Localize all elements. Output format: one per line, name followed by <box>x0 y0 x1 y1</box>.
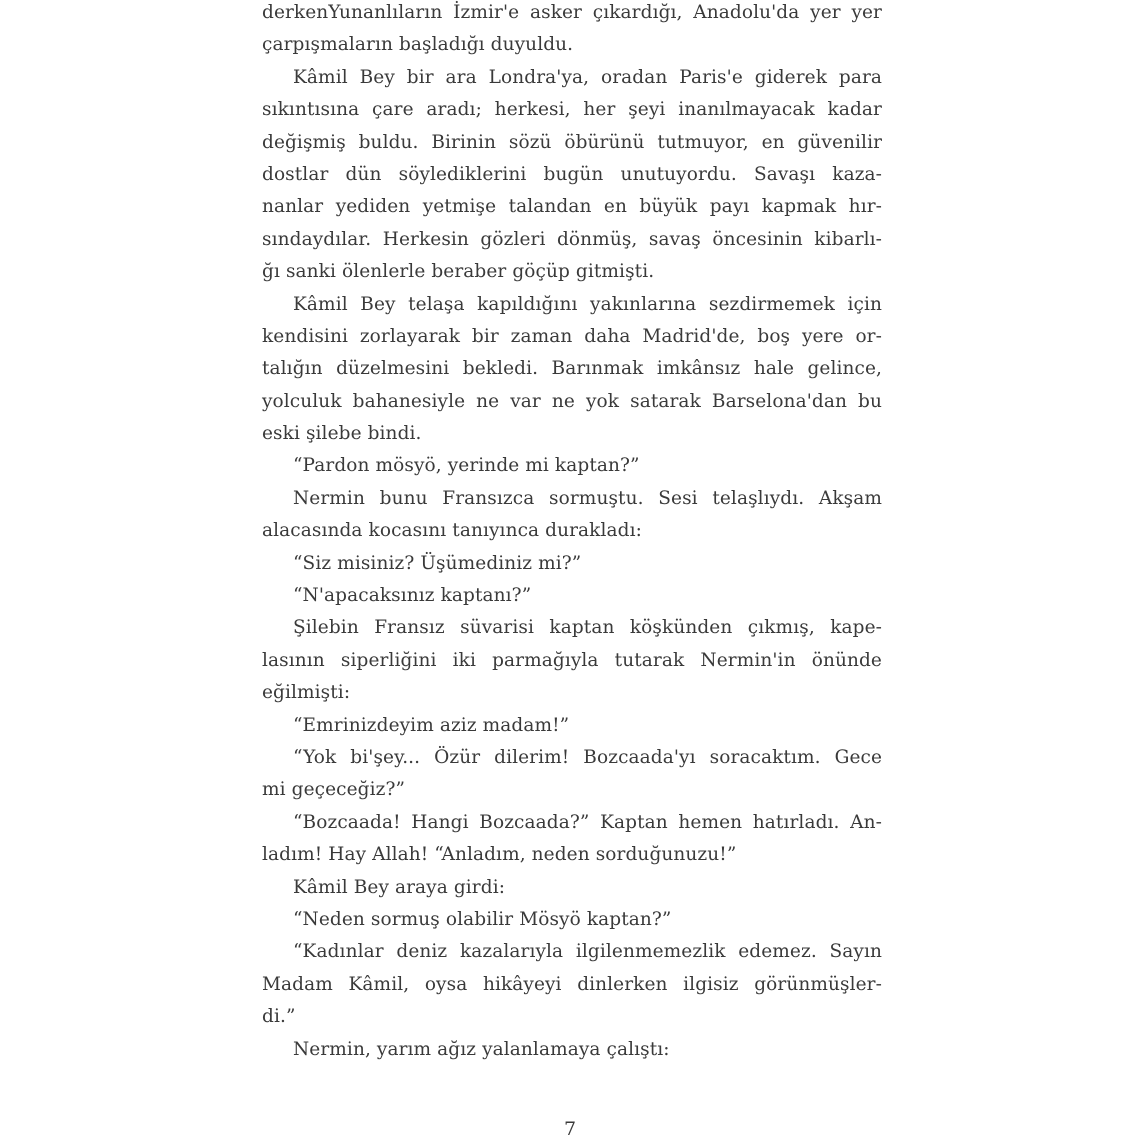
text-line: “N'apacaksınız kaptanı?” <box>293 585 532 607</box>
text-line: eski şilebe bindi. <box>262 423 422 445</box>
text-line: ladım! Hay Allah! “Anladım, neden sorduğunuzu!” <box>262 844 737 866</box>
text-line: talığın düzelmesini bekledi. Barınmak imkânsız hale gelince, <box>262 358 883 380</box>
text-line: Nermin bunu Fransızca sormuştu. Sesi telaşlıydı. Akşam <box>293 487 883 509</box>
text-line: mi geçeceğiz?” <box>262 779 406 801</box>
text-line: “Siz misiniz? Üşümediniz mi?” <box>293 552 582 574</box>
page-number: 7 <box>563 1118 577 1140</box>
text-line: “Emrinizdeyim aziz madam!” <box>293 714 570 736</box>
text-line: sındaydılar. Herkesin gözleri dönmüş, savaş öncesinin kibarlı- <box>262 228 883 250</box>
text-line: yolculuk bahanesiyle ne var ne yok satarak Barselona'dan bu <box>262 390 882 412</box>
text-line: “Bozcaada! Hangi Bozcaada?” Kaptan hemen hatırladı. An- <box>293 811 882 833</box>
text-line: “Kadınlar deniz kazalarıyla ilgilenmemezlik edemez. Sayın <box>293 941 883 963</box>
text-line: nanlar yediden yetmişe talandan en büyük payı kapmak hır- <box>262 196 883 218</box>
text-line: Madam Kâmil, oysa hikâyeyi dinlerken ilgisiz görünmüşler- <box>262 973 882 995</box>
text-line: değişmiş buldu. Birinin sözü öbürünü tutmuyor, en güvenilir <box>262 131 883 153</box>
text-line: kendisini zorlayarak bir zaman daha Madrid'de, boş yere or- <box>262 325 882 347</box>
text-line: lasının siperliğini iki parmağıyla tutarak Nermin'in önünde <box>262 649 882 671</box>
text-line: Kâmil Bey araya girdi: <box>293 876 506 898</box>
text-line: Kâmil Bey telaşa kapıldığını yakınlarına sezdirmemek için <box>293 293 883 315</box>
text-line: “Neden sormuş olabilir Mösyö kaptan?” <box>293 908 672 930</box>
text-line: ğı sanki ölenlerle beraber göçüp gitmişti. <box>262 261 655 283</box>
text-line: “Yok bi'şey... Özür dilerim! Bozcaada'yı soracaktım. Gece <box>293 746 883 768</box>
text-line: alacasında kocasını tanıyınca durakladı: <box>262 520 642 542</box>
text-line: çarpışmaların başladığı duyuldu. <box>262 34 574 56</box>
text-line: Kâmil Bey bir ara Londra'ya, oradan Paris'e giderek para <box>293 66 883 88</box>
text-line: di.” <box>262 1006 296 1028</box>
text-line: eğilmişti: <box>262 682 351 704</box>
body-text <box>262 0 882 1066</box>
text-line: Şilebin Fransız süvarisi kaptan köşkünden çıkmış, kape- <box>293 617 882 639</box>
text-line: derkenYunanlıların İzmir'e asker çıkardığı, Anadolu'da yer yer <box>262 2 883 23</box>
text-line: “Pardon mösyö, yerinde mi kaptan?” <box>293 455 640 477</box>
text-line: Nermin, yarım ağız yalanlamaya çalıştı: <box>293 1038 670 1060</box>
text-line: sıkıntısına çare aradı; herkesi, her şeyi inanılmayacak kadar <box>262 99 882 121</box>
text-line: dostlar dün söylediklerini bugün unutuyordu. Savaşı kaza- <box>262 163 883 185</box>
